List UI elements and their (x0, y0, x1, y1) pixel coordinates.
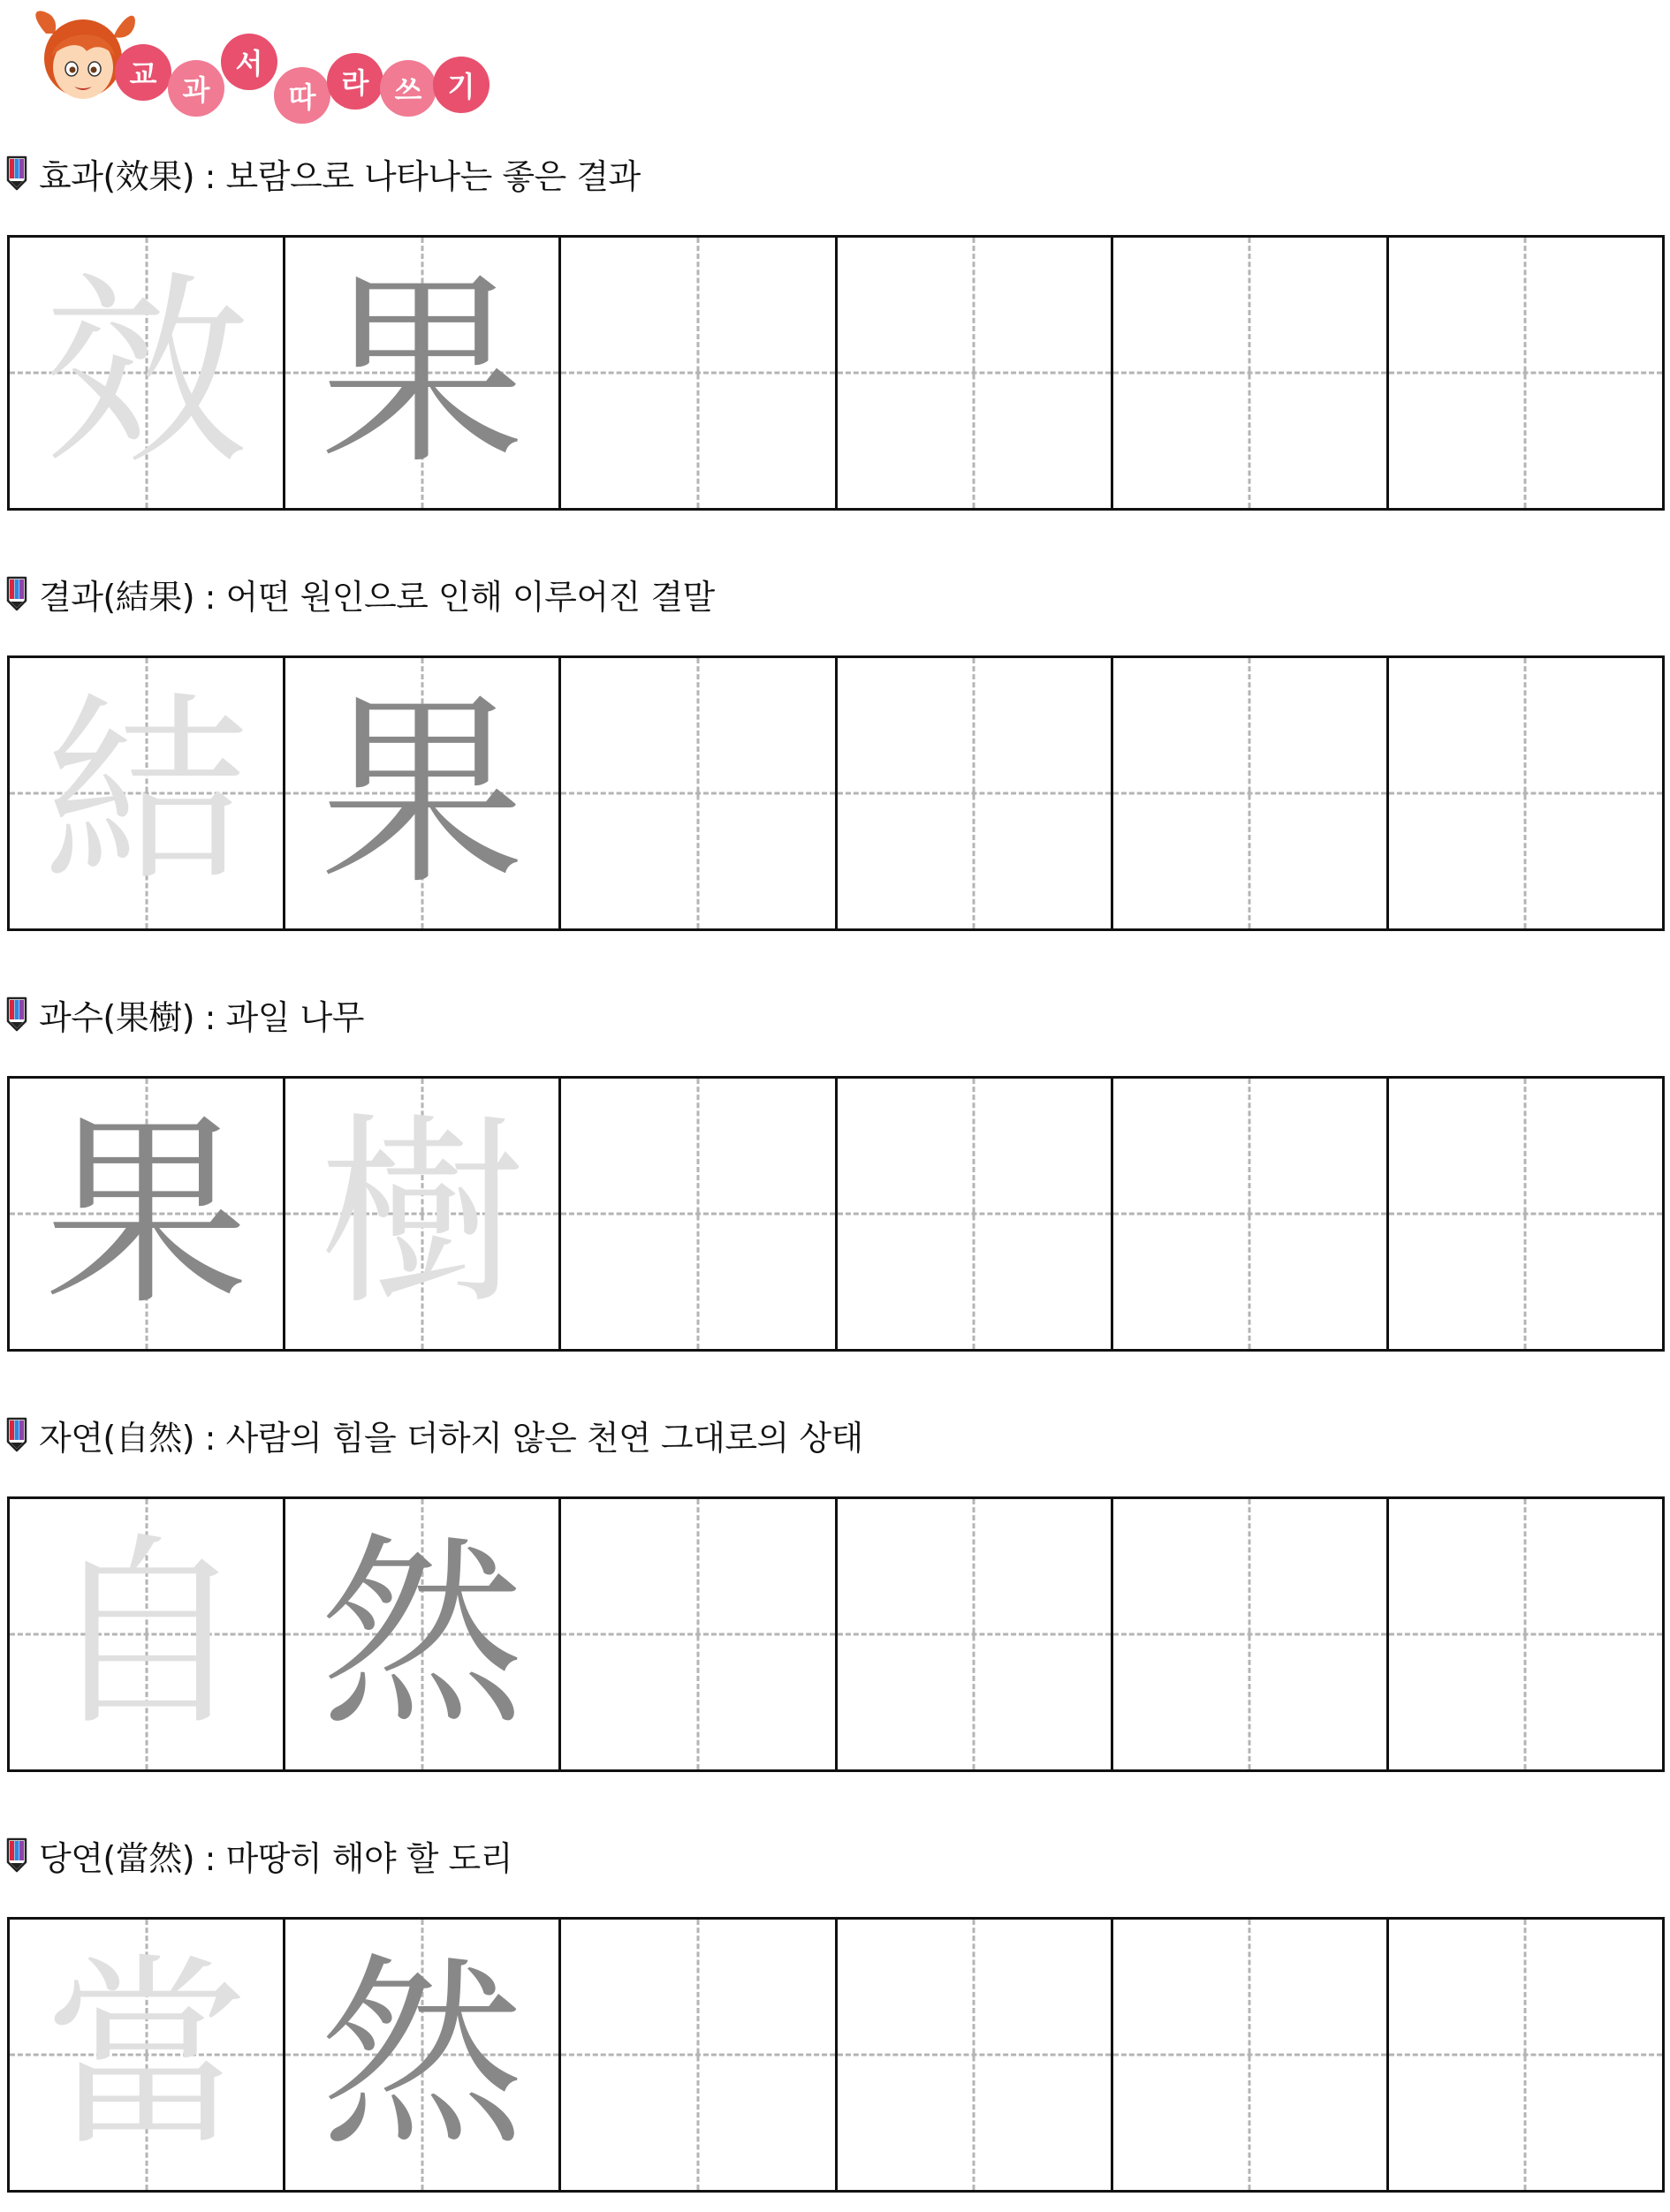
horizontal-guide-line (1389, 372, 1662, 375)
horizontal-guide-line (1389, 792, 1662, 795)
horizontal-guide-line (1113, 1633, 1386, 1636)
writing-grid (7, 1076, 1665, 1352)
logo-char: 라 (327, 53, 383, 110)
section-heading (0, 1836, 512, 1878)
section-heading-text: 결과(結果) : 어떤 원인으로 인해 이루어진 결말 (39, 577, 715, 617)
logo-char: 따 (274, 67, 330, 124)
trace-character: 果 (319, 254, 525, 492)
section-heading (0, 154, 641, 196)
horizontal-guide-line (838, 792, 1111, 795)
worksheet-logo (30, 7, 490, 124)
horizontal-guide-line (561, 2054, 834, 2057)
section-heading (0, 995, 364, 1037)
writing-cell[interactable] (561, 1079, 837, 1349)
section-heading-text: 자연(自然) : 사람의 힘을 더하지 않은 천연 그대로의 상태 (39, 1418, 863, 1458)
writing-cell[interactable] (561, 658, 837, 928)
section-heading-text: 효과(效果) : 보람으로 나타나는 좋은 결과 (39, 156, 641, 196)
faint-character: 結 (43, 674, 249, 913)
writing-cell[interactable] (561, 1499, 837, 1769)
writing-cell[interactable] (838, 1920, 1113, 2190)
practice-section (0, 574, 1670, 936)
writing-cell[interactable] (838, 658, 1113, 928)
writing-cell[interactable] (1113, 1920, 1389, 2190)
example-cell (285, 1079, 561, 1349)
practice-section (0, 1415, 1670, 1777)
writing-grid (7, 235, 1665, 511)
horizontal-guide-line (561, 372, 834, 375)
faint-character: 自 (43, 1515, 249, 1754)
writing-cell[interactable] (1389, 1499, 1662, 1769)
faint-character: 效 (43, 254, 249, 492)
practice-section (0, 1836, 1670, 2198)
writing-grid (7, 655, 1665, 931)
horizontal-guide-line (838, 1633, 1111, 1636)
horizontal-guide-line (1113, 1213, 1386, 1216)
writing-cell[interactable] (838, 1079, 1113, 1349)
logo-char: 쓰 (380, 60, 436, 117)
writing-cell[interactable] (1113, 238, 1389, 508)
writing-cell[interactable] (1113, 1499, 1389, 1769)
section-heading-text: 당연(當然) : 마땅히 해야 할 도리 (39, 1838, 512, 1878)
horizontal-guide-line (1389, 1633, 1662, 1636)
horizontal-guide-line (1113, 2054, 1386, 2057)
example-cell (10, 238, 285, 508)
section-heading-text: 과수(果樹) : 과일 나무 (39, 997, 364, 1037)
example-cell (285, 238, 561, 508)
horizontal-guide-line (838, 2054, 1111, 2057)
trace-character: 果 (319, 674, 525, 913)
horizontal-guide-line (838, 1213, 1111, 1216)
section-heading (0, 1415, 863, 1458)
horizontal-guide-line (561, 792, 834, 795)
example-cell (10, 1920, 285, 2190)
writing-cell[interactable] (838, 238, 1113, 508)
example-cell (285, 1499, 561, 1769)
faint-character: 當 (43, 1936, 249, 2174)
pencil-icon (5, 576, 28, 611)
example-cell (10, 1079, 285, 1349)
writing-cell[interactable] (1389, 238, 1662, 508)
trace-character: 然 (319, 1936, 525, 2174)
horizontal-guide-line (838, 372, 1111, 375)
horizontal-guide-line (1113, 372, 1386, 375)
writing-cell[interactable] (838, 1499, 1113, 1769)
practice-section (0, 154, 1670, 516)
section-heading (0, 574, 715, 617)
pencil-icon (5, 996, 28, 1032)
trace-character: 然 (319, 1515, 525, 1754)
logo-char: 과 (168, 60, 224, 117)
writing-cell[interactable] (1389, 1920, 1662, 2190)
writing-cell[interactable] (1113, 1079, 1389, 1349)
logo-char: 서 (221, 34, 277, 90)
writing-cell[interactable] (1113, 658, 1389, 928)
trace-character: 果 (43, 1095, 249, 1333)
writing-grid (7, 1917, 1665, 2193)
horizontal-guide-line (1389, 2054, 1662, 2057)
horizontal-guide-line (561, 1213, 834, 1216)
pencil-icon (5, 1837, 28, 1873)
practice-section (0, 995, 1670, 1357)
faint-character: 樹 (319, 1095, 525, 1333)
writing-grid (7, 1496, 1665, 1772)
example-cell (285, 1920, 561, 2190)
horizontal-guide-line (1389, 1213, 1662, 1216)
example-cell (10, 658, 285, 928)
logo-char: 교 (115, 44, 171, 101)
writing-cell[interactable] (561, 238, 837, 508)
horizontal-guide-line (561, 1633, 834, 1636)
horizontal-guide-line (1113, 792, 1386, 795)
pencil-icon (5, 155, 28, 191)
example-cell (10, 1499, 285, 1769)
pencil-icon (5, 1417, 28, 1452)
writing-cell[interactable] (1389, 1079, 1662, 1349)
writing-cell[interactable] (561, 1920, 837, 2190)
writing-cell[interactable] (1389, 658, 1662, 928)
example-cell (285, 658, 561, 928)
logo-char: 기 (433, 57, 490, 113)
